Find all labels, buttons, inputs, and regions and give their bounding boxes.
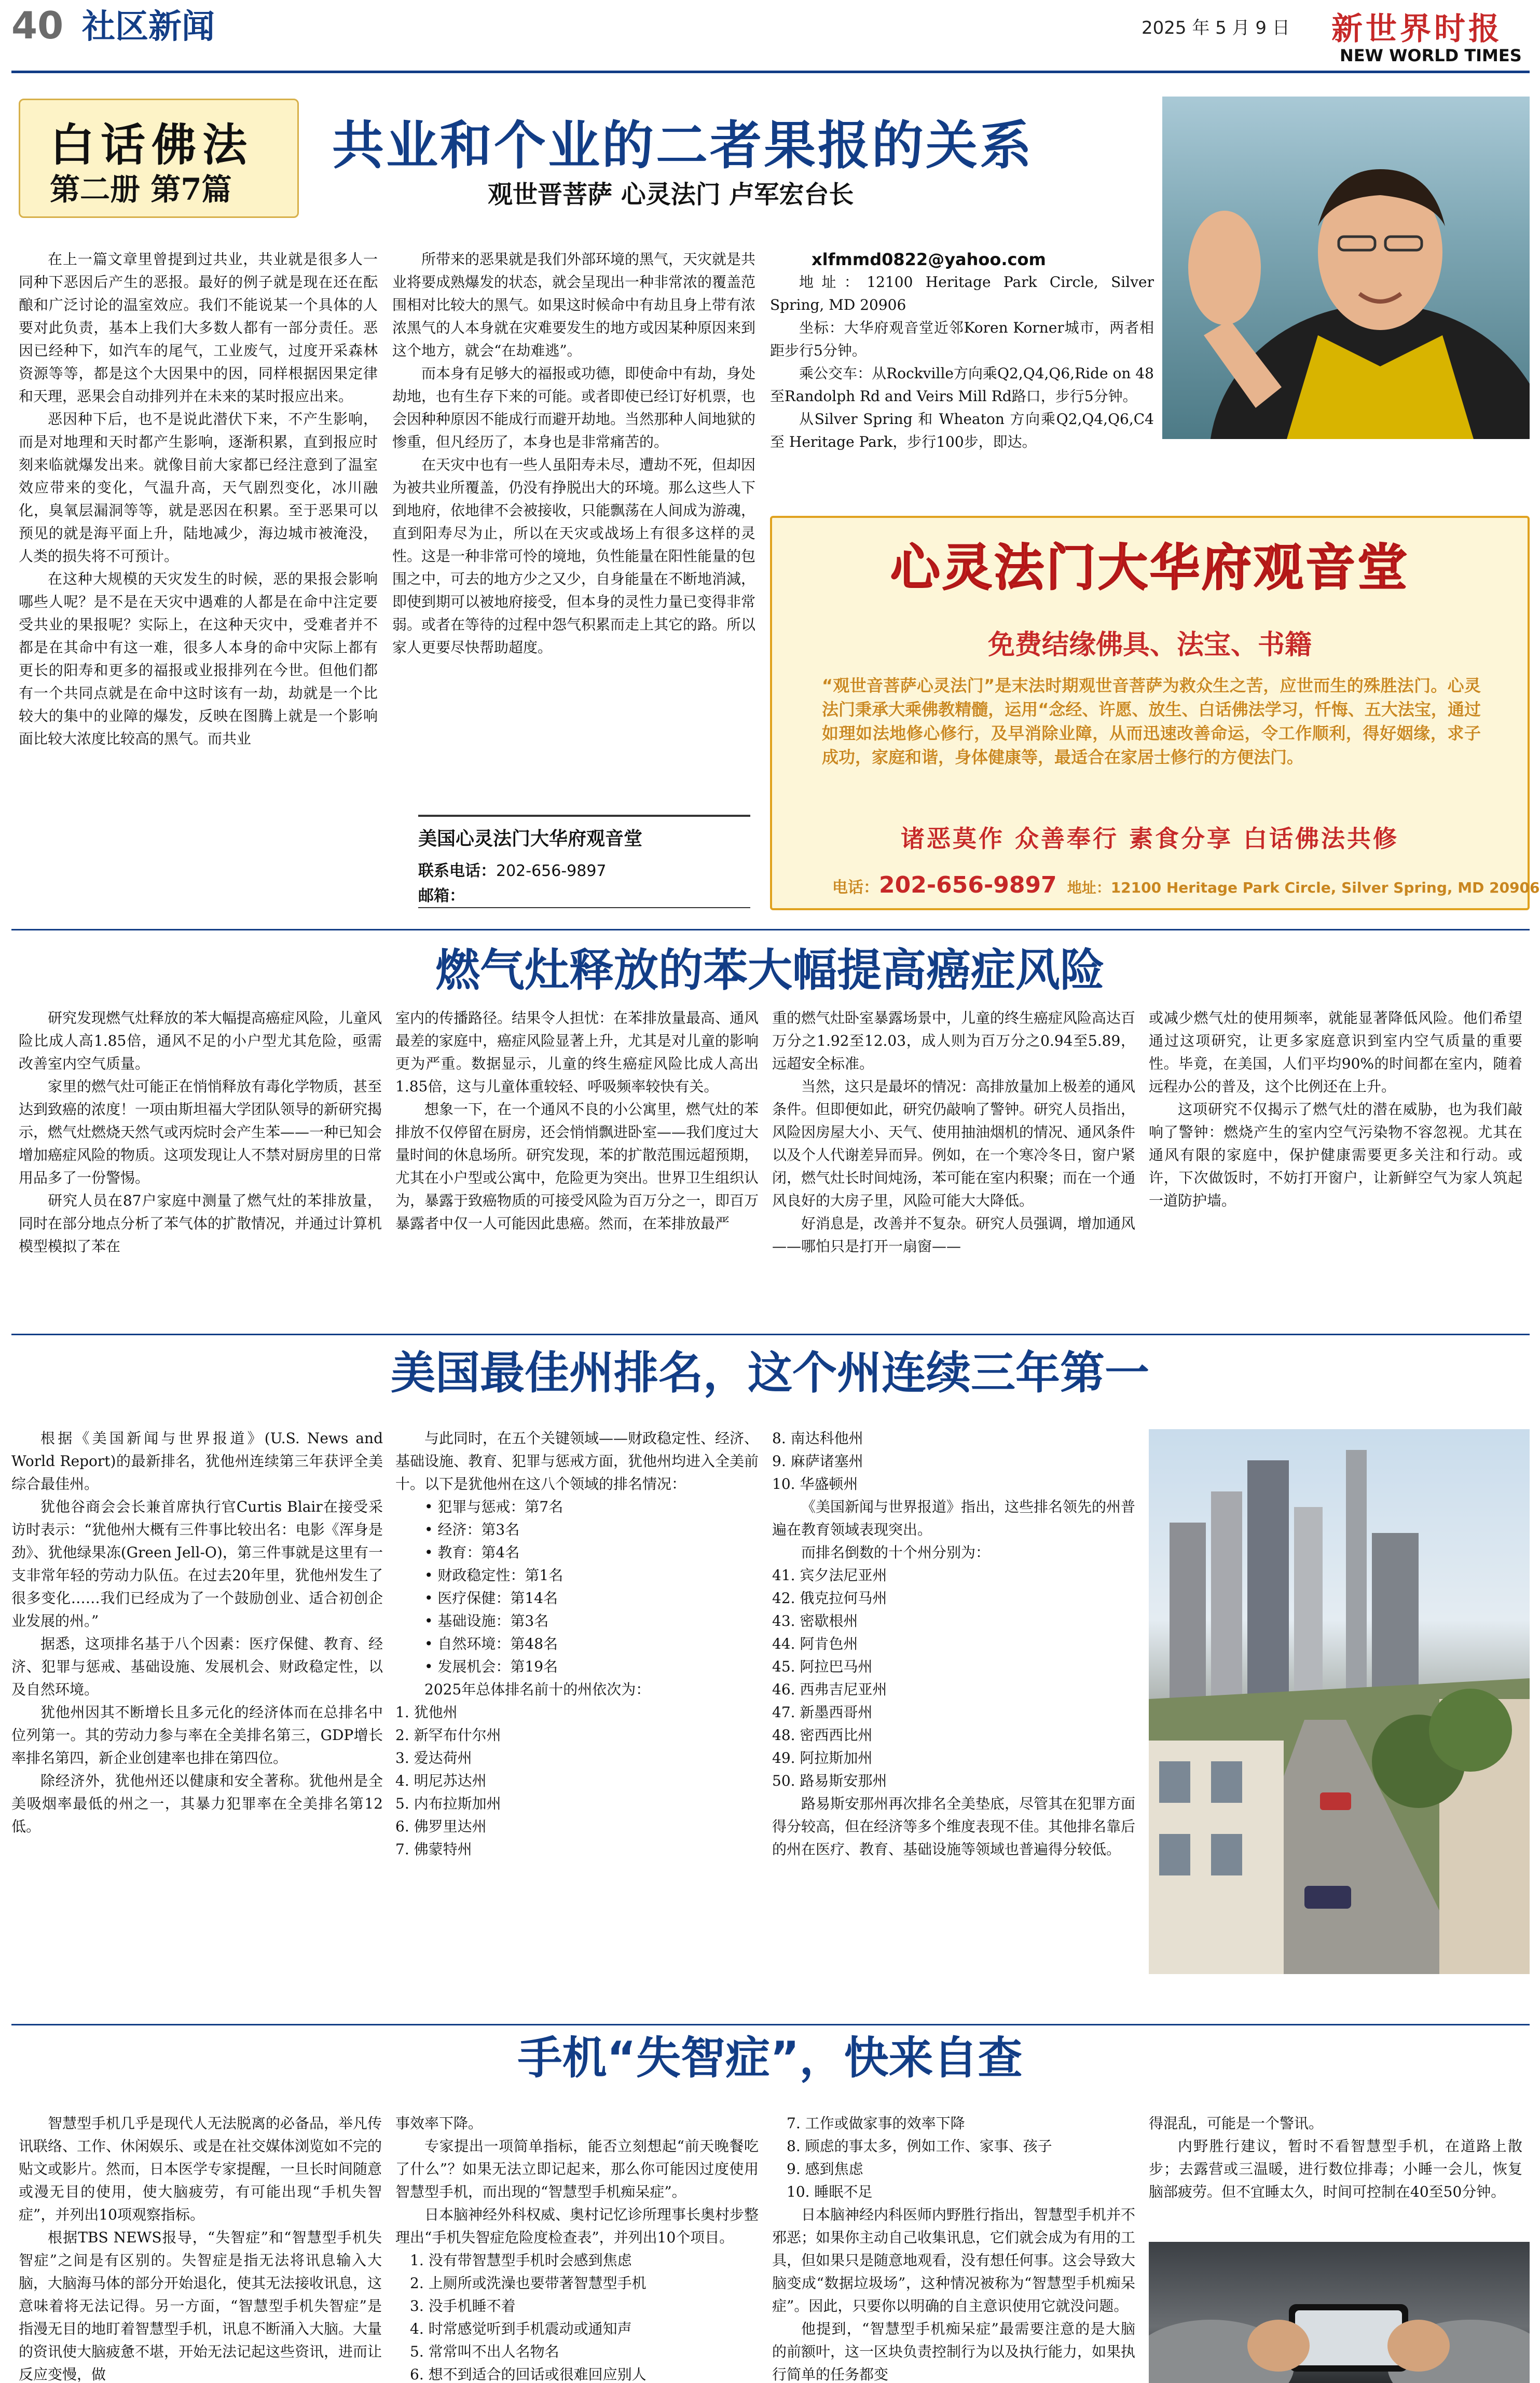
paragraph: 《美国新闻与世界报道》指出，这些排名领先的州普遍在教育领域表现突出。: [772, 1498, 1135, 1538]
list-item: 6. 佛罗里达州: [395, 1818, 487, 1835]
checklist-item: 7. 工作或做家事的效率下降: [787, 2115, 965, 2132]
paragraph: 据悉，这项排名基于八个因素：医疗保健、教育、经济、犯罪与惩戒、基础设施、发展机会、财政稳定性，以及自然环境。: [11, 1635, 383, 1698]
list-item: 50. 路易斯安那州: [772, 1772, 887, 1789]
ad-address: 地址：12100 Heritage Park Circle, Silver Spring, MD 20906: [1067, 879, 1540, 896]
ad-subtitle: 免费结缘佛具、法宝、书籍: [987, 629, 1312, 661]
list-item: 43. 密歇根州: [772, 1612, 858, 1629]
contact-phone: 202-656-9897: [496, 862, 607, 880]
gas-column-4: [1149, 1007, 1522, 1318]
phone-column-2: [395, 2112, 759, 2382]
states-column-2: [395, 1427, 759, 2024]
checklist-cont: [772, 2112, 1135, 2203]
address-paragraph: 地址：12100 Heritage Park Circle, Silver Spring, MD 20906: [770, 273, 1154, 313]
list-item: 5. 内布拉斯加州: [395, 1795, 501, 1812]
buddhism-byline: 观世晋菩萨 心灵法门 卢军宏台长: [488, 180, 854, 209]
master-portrait-photo: [1162, 97, 1530, 439]
ad-motto: 诸恶莫作 众善奉行 素食分享 白话佛法共修: [900, 825, 1399, 853]
paragraph: 专家提出一项简单指标，能否立刻想起“前天晚餐吃了什么”？如果无法立即记起来，那么你可能因过度使用智慧型手机，而出现的“智慧型手机痴呆症”。: [395, 2138, 759, 2200]
column-subtitle: 第二册 第7篇: [50, 172, 232, 207]
list-item: 46. 西弗吉尼亚州: [772, 1681, 887, 1698]
paragraph: 当然，这只是最坏的情况：高排放量加上极差的通风条件。但即便如此，研究仍敲响了警钟。研究人员指出，风险因房屋大小、天气、使用抽油烟机的情况、通风条件以及个人代谢差异而异。例如，在一个寒冷冬日，窗户紧闭，燃气灶长时间炖汤，苯可能在室内积聚；而在一个通风良好的大房子里，风险可能大大降低。: [772, 1078, 1135, 1209]
location-paragraph: 坐标：大华府观音堂近邻Koren Korner城市，两者相距步行5分钟。: [770, 319, 1154, 359]
paragraph: 好消息是，改善并不复杂。研究人员强调，增加通风——哪怕只是打开一扇窗——: [772, 1215, 1135, 1255]
city-street-photo: [1149, 1429, 1530, 1974]
list-item: 3. 爱达荷州: [395, 1749, 472, 1766]
checklist-item: 10. 睡眠不足: [787, 2183, 873, 2200]
checklist-item: 9. 感到焦虑: [787, 2160, 863, 2177]
hands-holding-phone-photo: [1149, 2242, 1530, 2383]
paragraph: 在这种大规模的天灾发生的时候，恶的果报会影响哪些人呢？是不是在天灾中遇难的人都是在命中注定要受共业的果报呢？实际上，在这种天灾中，受难者并不都是在其命中有这一难，很多人本身的命中灾际上都有更长的阳寿和更多的福报或业报排列在今世。但他们都有一个共同点就是在命中这时该有一劫，劫就是一个比较大的集中的业障的爆发，反映在图腾上就是一个影响面比较大浓度比较高的黑气。而共业: [19, 570, 378, 747]
list-item: • 医疗保健：第14名: [424, 1587, 759, 1610]
bus-paragraph: 乘公交车：从Rockville方向乘Q2,Q4,Q6,Ride on 48 至Randolph Rd and Veirs Mill Rd路口，步行5分钟。: [770, 365, 1154, 405]
gas-column-3: [772, 1007, 1135, 1318]
issue-date: 2025 年 5 月 9 日: [1142, 18, 1290, 38]
paragraph: 犹他谷商会会长兼首席执行官Curtis Blair在接受采访时表示：“犹他州大概有三件事比较出名：电影《浑身是劲》、犹他绿果冻(Green Jell-O)，第三件事就是这里有一支非常年轻的劳动力队伍。在过去20年里，犹他州发生了很多变化……我们已经成为了一个鼓励创业、适合初创企业发展的州。”: [11, 1498, 383, 1629]
list-item: 2. 新罕布什尔州: [395, 1727, 501, 1744]
utah-rankings-list: [395, 1496, 759, 1678]
section-rule: [11, 929, 1530, 930]
list-item: • 犯罪与惩戒：第7名: [424, 1496, 759, 1518]
paragraph: 日本脑神经内科医师内野胜行指出，智慧型手机并不邪恶；如果你主动自己收集讯息，它们就会成为有用的工具，但如果只是随意地观看，没有想任何事。这会导致大脑变成“数据垃圾场”，这种情况被称为“智慧型手机痴呆症”。因此，只要你以明确的自主意识使用它就没问题。: [772, 2206, 1135, 2314]
paragraph: 内野胜行建议，暂时不看智慧型手机，在道路上散步；去露营或三温暖，进行数位排毒；小睡一会儿，恢复脑部疲劳。但不宜睡太久，时间可控制在40至50分钟。: [1149, 2138, 1522, 2200]
paragraph: 或减少燃气灶的使用频率，就能显著降低风险。他们希望通过这项研究，让更多家庭意识到室内空气质量的重要性。毕竟，在美国，人们平均90%的时间都在室内，随着远程办公的普及，这个比例还在上升。: [1149, 1009, 1522, 1095]
email-address[interactable]: xlfmmd0822@yahoo.com: [812, 250, 1046, 269]
list-item: • 经济：第3名: [424, 1518, 759, 1541]
paragraph: 重的燃气灶卧室暴露场景中，儿童的终生癌症风险高达百万分之1.92至12.03，成人则为百万分之0.94至5.89，远超安全标准。: [772, 1009, 1135, 1072]
phone-column-3: [772, 2112, 1135, 2382]
list-item: • 财政稳定性：第1名: [424, 1564, 759, 1587]
list-item: 1. 犹他州: [395, 1704, 458, 1721]
contact-box: [418, 815, 750, 908]
states-column-1: [11, 1427, 383, 2024]
buddhism-column-3: [770, 248, 1154, 492]
column-title: 白话佛法: [50, 119, 253, 171]
paragraph: 日本脑神经外科权威、奥村记忆诊所理事长奥村步整理出“手机失智症危险度检查表”，并列出10个项目。: [395, 2206, 759, 2246]
list-item: 9. 麻萨诸塞州: [772, 1453, 863, 1470]
paragraph: 家里的燃气灶可能正在悄悄释放有毒化学物质，甚至达到致癌的浓度！一项由斯坦福大学团队领导的新研究揭示，燃气灶燃烧天然气或丙烷时会产生苯——一种已知会增加癌症风险的物质。这项发现让人不禁对厨房里的日常用品多了一份警惕。: [19, 1078, 382, 1186]
paragraph: 2025年总体排名前十的州依次为：: [424, 1681, 651, 1698]
checklist-item: 2. 上厕所或洗澡也要带著智慧型手机: [410, 2275, 647, 2292]
paragraph: 室内的传播路径。结果令人担忧：在苯排放量最高、通风最差的家庭中，癌症风险显著上升，尤其是对儿童的影响更为严重。数据显示，儿童的终生癌症风险比成人高出1.85倍，这与儿童体重较轻、呼吸频率较快有关。: [395, 1009, 759, 1095]
phone-column-4: [1149, 2112, 1522, 2237]
section-name: 社区新闻: [82, 8, 215, 46]
list-item: • 基础设施：第3名: [424, 1610, 759, 1633]
gas-column-1: [19, 1007, 382, 1318]
buddhism-column-1: [19, 248, 378, 912]
checklist-item: 6. 想不到适合的回话或很难回应别人: [410, 2366, 647, 2382]
paragraph: 想象一下，在一个通风不良的小公寓里，燃气灶的苯排放不仅停留在厨房，还会悄悄飘进卧室——我们度过大量时间的休息场所。研究发现，苯的扩散范围远超预期，尤其在小户型或公寓中，危险更为突出。世界卫生组织认为，暴露于致癌物质的可接受风险为百万分之一，即百万暴露者中仅一人可能因此患癌。然而，在苯排放最严: [395, 1101, 759, 1232]
gas-column-2: [395, 1007, 759, 1318]
contact-email-label: 邮箱：: [418, 887, 465, 905]
paragraph: 在天灾中也有一些人虽阳寿未尽，遭劫不死，但却因为被共业所覆盖，仍没有挣脱出大的环境。那么这些人下到地府，依地律不会被接收，只能飘荡在人间成为游魂，直到阳寿尽为止，所以在天灾或战场上有很多这样的灵性。这是一种非常可怜的境地，负性能量在阳性能量的包围之中，可去的地方少之又少，自身能量在不断地消減，即使到期可以被地府接受，但本身的灵性力量已变得非常弱。或者在等待的过程中怨气积累而走上其它的路。所以家人更要尽快帮助超度。: [392, 456, 755, 656]
list-item: 7. 佛蒙特州: [395, 1841, 472, 1858]
checklist-item: 1. 没有带智慧型手机时会感到焦虑: [410, 2252, 632, 2269]
ad-title: 心灵法门大华府观音堂: [890, 538, 1409, 597]
contact-phone-label: 联系电话：: [418, 862, 496, 880]
paragraph: 这项研究不仅揭示了燃气灶的潜在威胁，也为我们敲响了警钟：燃烧产生的室内空气污染物不容忽视。尤其在通风有限的家庭中，保护健康需要更多关注和行动。或许，下次做饭时，不妨打开窗户，让新鲜空气为家人筑起一道防护墙。: [1149, 1101, 1522, 1209]
buddhism-column-2: [392, 248, 755, 788]
list-item: 48. 密西西比州: [772, 1727, 873, 1744]
states-headline: 美国最佳州排名，这个州连续三年第一: [391, 1347, 1149, 1399]
list-item: 47. 新墨西哥州: [772, 1704, 873, 1721]
list-item: • 教育：第4名: [424, 1541, 759, 1564]
paragraph: 研究人员在87户家庭中测量了燃气灶的苯排放量，同时在部分地点分析了苯气体的扩散情况，并通过计算机模型模拟了苯在: [19, 1192, 382, 1255]
gas-headline: 燃气灶释放的苯大幅提高癌症风险: [435, 944, 1105, 996]
paragraph: 而排名倒数的十个州分别为：: [801, 1544, 991, 1561]
paragraph: 路易斯安那州再次排名全美垫底，尽管其在犯罪方面得分较高，但在经济等多个维度表现不佳。其他排名靠后的州在医疗、教育、基础设施等领域也普遍得分较低。: [772, 1795, 1135, 1858]
checklist-item: 3. 没手机睡不着: [410, 2297, 516, 2314]
list-item: 8. 南达科他州: [772, 1430, 863, 1447]
list-item: 42. 俄克拉何马州: [772, 1590, 887, 1607]
checklist: [395, 2249, 759, 2382]
paragraph: 与此同时，在五个关键领域——财政稳定性、经济、基础设施、教育、犯罪与惩戒方面，犹他州均进入全美前十。以下是犹他州在这八个领域的排名情况：: [395, 1430, 759, 1492]
paragraph: 根据TBS NEWS报导，“失智症”和“智慧型手机失智症”之间是有区别的。失智症是指无法将讯息输入大脑，大脑海马体的部分开始退化，使其无法接收讯息，这意味着将无法记得。另一方面，“智慧型手机失智症”是指漫无目的地盯着智慧型手机，讯息不断涌入大脑。大量的资讯使大脑疲惫不堪，开始无法记起这些资讯，进而让反应变慢，做: [19, 2229, 382, 2382]
list-item: 10. 华盛顿州: [772, 1475, 858, 1492]
paragraph: 犹他州因其不断增长且多元化的经济体而在总排名中位列第一。其的劳动力参与率在全美排名第三，GDP增长率排名第四，新企业创建率也排在第四位。: [11, 1704, 383, 1766]
list-item: 44. 阿肯色州: [772, 1635, 858, 1652]
section-rule: [11, 1334, 1530, 1335]
page-number: 40: [11, 4, 64, 47]
paragraph: 研究发现燃气灶释放的苯大幅提高癌症风险，儿童风险比成人高1.85倍，通风不足的小户型尤其危险，亟需改善室内空气质量。: [19, 1009, 382, 1072]
list-item: 41. 宾夕法尼亚州: [772, 1567, 887, 1584]
list-item: 49. 阿拉斯加州: [772, 1749, 873, 1766]
list-item: 4. 明尼苏达州: [395, 1772, 487, 1789]
paragraph: 他提到，“智慧型手机痴呆症”最需要注意的是大脑的前额叶，这一区块负责控制行为以及执行能力，如果执行简单的任务都变: [772, 2320, 1135, 2382]
paragraph: 智慧型手机几乎是现代人无法脱离的必备品，举凡传讯联络、工作、休闲娱乐、或是在社交媒体浏览如不完的贴文或影片。然而，日本医学专家提醒，一旦长时间随意或漫无目的使用，使大脑疲劳，有可能出现“手机失智症”，并列出10项观察指标。: [19, 2115, 382, 2223]
paragraph: 而本身有足够大的福报或功德，即使命中有劫，身处劫地，也有生存下来的可能。或者即使已经订好机票，也会因种种原因不能成行而避开劫地。当然那种人间地狱的惨重，但凡经历了，本身也是非常痛苦的。: [392, 365, 755, 450]
bus-paragraph-2: 从Silver Spring 和 Wheaton 方向乘Q2,Q4,Q6,C4 至 Heritage Park，步行100步，即达。: [770, 410, 1154, 450]
paragraph: 所带来的恶果就是我们外部环境的黑气，天灾就是共业将要成熟爆发的状态，就会呈现出一种非常浓的覆盖范围相对比较大的黑气。如果这时候命中有劫且身上带有浓浓黑气的人本身就在灾难要发生的地方或因某种原因来到这个地方，就会“在劫难逃”。: [392, 251, 755, 359]
paragraph: 得混乱，可能是一个警讯。: [1149, 2115, 1324, 2132]
bottom-states-list: [772, 1564, 1135, 1792]
list-item: • 发展机会：第19名: [424, 1655, 759, 1678]
ad-phone-label: 电话：: [832, 879, 879, 897]
ad-phone: 202-656-9897: [879, 872, 1057, 898]
top-states-list-cont: [772, 1427, 1135, 1496]
paragraph: 在上一篇文章里曾提到过共业，共业就是很多人一同种下恶因后产生的恶报。最好的例子就是现在还在酝酿和广泛讨论的温室效应。我们不能说某一个具体的人要对此负责，基本上我们大多数人都有一部分责任。恶因已经种下，如汽车的尾气，工业废气，过度开采森林资源等等，都是这个大因果中的因，同样根据因果定律和天理，恶果会自动排列并在未来的某时报应出来。: [19, 251, 378, 405]
paragraph: 除经济外，犹他州还以健康和安全著称。犹他州是全美吸烟率最低的州之一，其暴力犯罪率在全美排名第12低。: [11, 1772, 383, 1835]
buddhism-headline: 共业和个业的二者果报的关系: [332, 115, 1034, 176]
contact-phone-line: [418, 858, 750, 881]
paragraph: 根据《美国新闻与世界报道》(U.S. News and World Report)的最新排名，犹他州连续第三年获评全美综合最佳州。: [11, 1430, 383, 1492]
phone-column-1: [19, 2112, 382, 2382]
checklist-item: 4. 时常感觉听到手机震动或通知声: [410, 2320, 632, 2337]
list-item: 45. 阿拉巴马州: [772, 1658, 873, 1675]
masthead-rule: [11, 71, 1530, 73]
contact-org: 美国心灵法门大华府观音堂: [418, 828, 643, 850]
list-item: • 自然环境：第48名: [424, 1633, 759, 1655]
paper-logo-cn: 新世界时报: [1331, 11, 1503, 47]
states-column-3: [772, 1427, 1135, 2024]
checklist-item: 8. 顾虑的事太多，例如工作、家事、孩子: [787, 2138, 1052, 2155]
ad-body: “观世音菩萨心灵法门”是末法时期观世音菩萨为救众生之苦，应世而生的殊胜法门。心灵法门秉承大乘佛教精髓，运用“念经、许愿、放生、白话佛法学习，忏悔、五大法宝，通过如理如法地修心修行，及早消除业障，从而迅速改善命运，令工作顺利，得好姻缘，求子成功，家庭和谐，身体健康等，最适合在家居士修行的方便法门。: [822, 676, 1481, 767]
phone-headline: 手机“失智症”，快来自查: [517, 2032, 1023, 2084]
ad-contact-line: [832, 872, 1540, 898]
paragraph: 事效率下降。: [395, 2115, 483, 2132]
paragraph: 恶因种下后，也不是说此潜伏下来，不产生影响，而是对地理和天时都产生影响，逐渐积累，直到报应时刻来临就爆发出来。就像目前大家都已经注意到了温室效应带来的变化，气温升高，天气剧烈变化，冰川融化，臭氧层漏洞等等，就是恶因在积累。至于恶果可以预见的就是海平面上升，陆地减少，海边城市被淹没，人类的损失将不可预计。: [19, 410, 378, 565]
paper-logo-en: NEW WORLD TIMES: [1340, 46, 1522, 65]
checklist-item: 5. 常常叫不出人名物名: [410, 2343, 559, 2360]
top-states-list: [395, 1701, 759, 1861]
